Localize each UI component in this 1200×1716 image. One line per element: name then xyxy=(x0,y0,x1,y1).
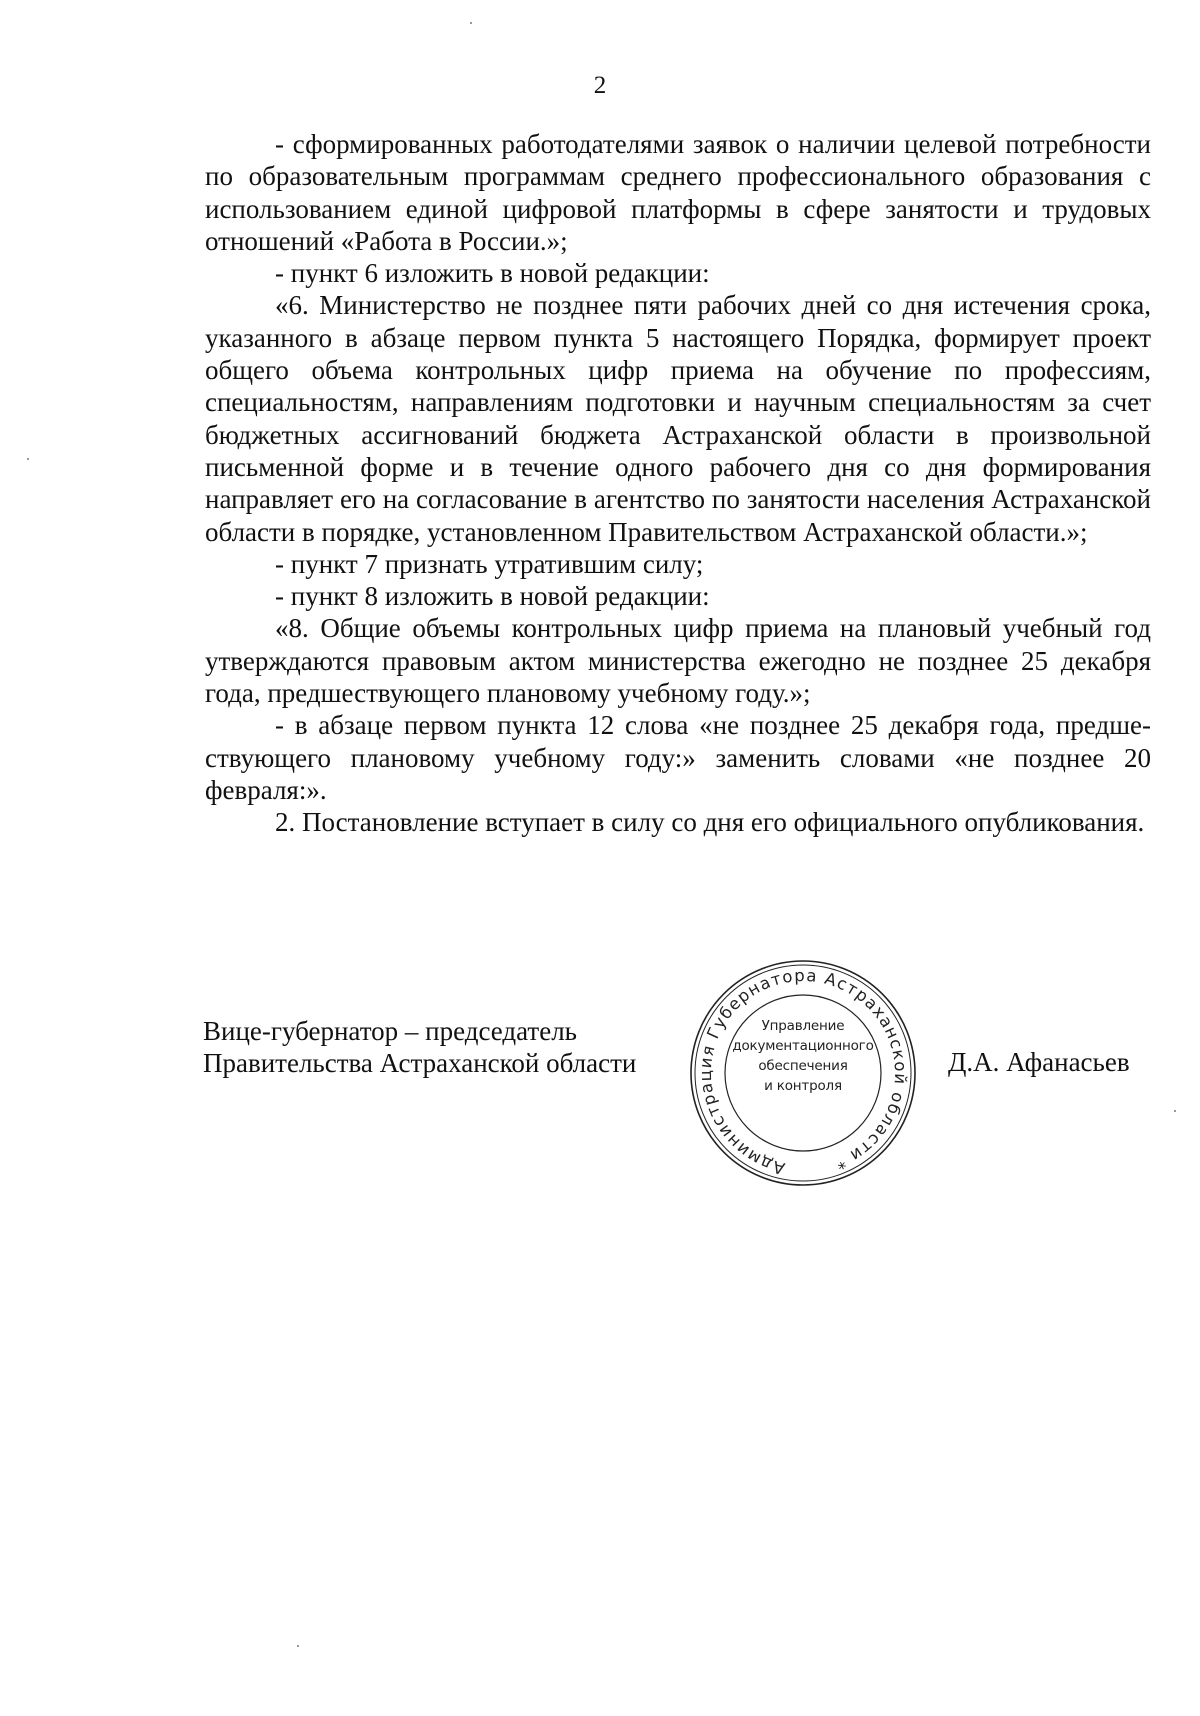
paragraph-item6-intro: - пункт 6 изложить в новой редакции: xyxy=(275,258,710,289)
signatory-position-line1: Вице-губернатор – председатель xyxy=(203,1016,577,1046)
document-body xyxy=(205,128,1151,839)
page-number: 2 xyxy=(593,72,607,99)
paragraph-item8-text: «8. Общие объемы контрольных цифр приема на плановый учебный год утверждаются правовым актом министерства ежегодно не позднее 25 декабря года, предшествующего плановому учебному году.»; xyxy=(205,613,1151,709)
paragraph-effective-date: 2. Постановление вступает в силу со дня его официального опубликования. xyxy=(275,807,1145,838)
scan-speck xyxy=(1174,1110,1176,1112)
stamp-center-line2: документационного xyxy=(732,1038,874,1054)
stamp-center-line4: и контроля xyxy=(764,1078,842,1094)
scan-speck xyxy=(297,1645,299,1647)
stamp-outer-text: Администрация Губернатора Астраханской области * xyxy=(695,965,911,1179)
paragraph-item7: - пункт 7 признать утратившим силу; xyxy=(275,548,704,579)
stamp-center-line3: обеспечения xyxy=(758,1058,848,1074)
stamp-center-text xyxy=(728,1016,878,1096)
stamp-center-line1: Управление xyxy=(761,1018,845,1034)
paragraph-item8-intro: - пункт 8 изложить в новой редакции: xyxy=(275,581,710,612)
scan-speck xyxy=(470,22,472,24)
signatory-name: Д.А. Афанасьев xyxy=(948,1047,1130,1077)
paragraph-applications: - сформированных работодателями заявок о наличии целевой потребности по образовательным программам среднего профессионального образования с использованием единой цифровой платформы в сфере занятости и трудовых отношений «Работа в России.»; xyxy=(205,129,1151,256)
official-stamp xyxy=(688,958,918,1188)
scan-speck xyxy=(27,458,29,460)
paragraph-item6-text: «6. Министерство не позднее пяти рабочих дней со дня истечения срока, указанного в абзаце первом пункта 5 настоящего Порядка, формирует проект общего объема контрольных цифр приема на обучение по профессиям, специальностям, направлениям подготовки и научным специальностям за счет бюджетных ассигнований бюджета Астраханской области в произвольной письменной форме и в течение одного рабочего дня со дня формирования направляет его на согласование в агентство по занятости населения Астраханской области в порядке, установленном Правительством Астраханской области.»; xyxy=(205,290,1151,547)
paragraph-item12: - в абзаце первом пункта 12 слова «не позднее 25 декабря года, предшествующего плановому учебному году:» заменить словами «не позднее 20 февраля:». xyxy=(205,710,1151,805)
signatory-position xyxy=(203,1015,683,1079)
signatory-position-line2: Правительства Астраханской области xyxy=(203,1048,637,1078)
